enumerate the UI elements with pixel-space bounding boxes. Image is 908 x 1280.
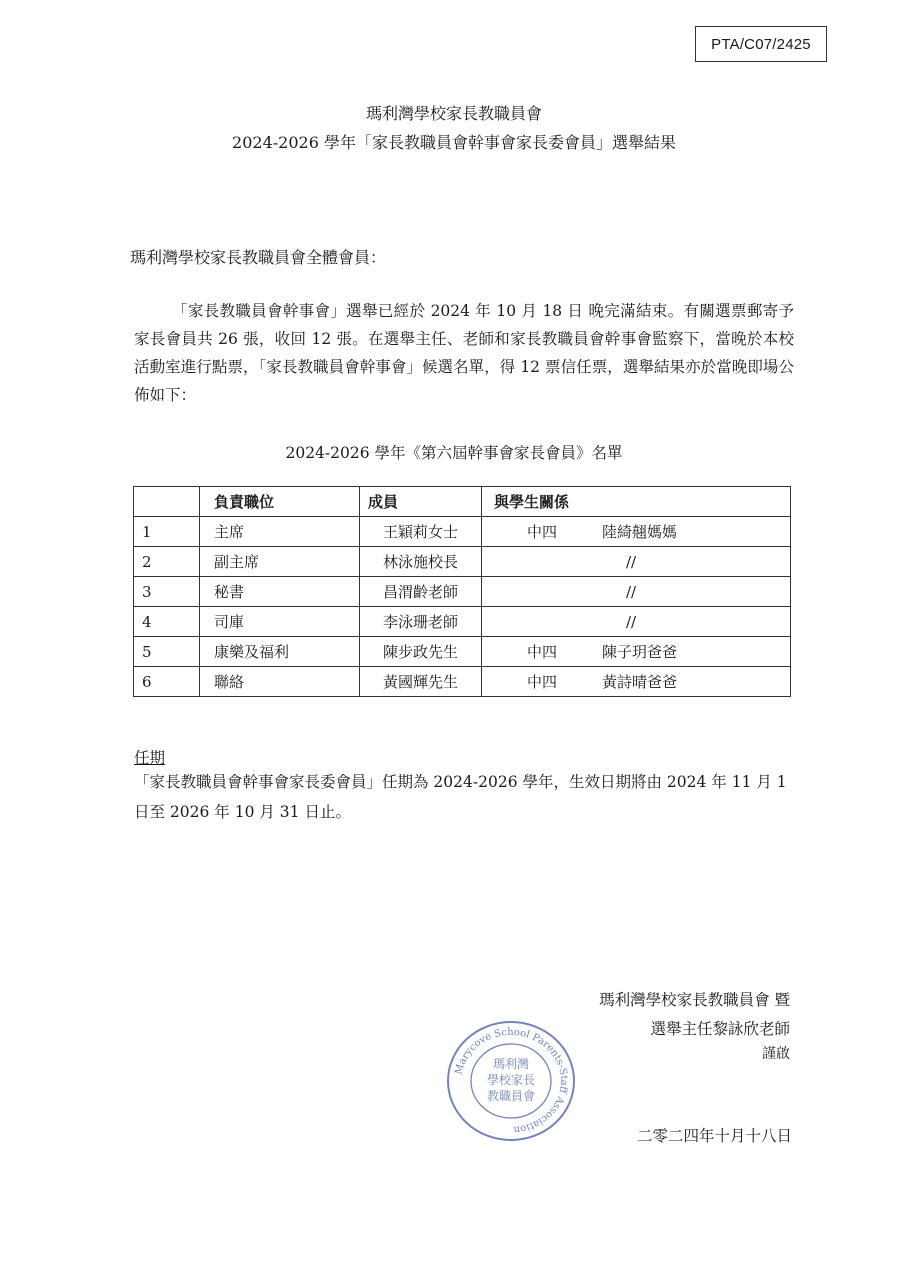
relation-parent: 陸綺翹媽媽 — [602, 523, 678, 541]
row-position: 副主席 — [200, 547, 360, 577]
ditto-mark: // — [625, 552, 637, 571]
header-member: 成員 — [360, 487, 482, 517]
row-number: 5 — [134, 637, 200, 667]
table-row — [134, 517, 791, 547]
term-heading: 任期 — [134, 749, 166, 767]
table-row — [134, 637, 791, 667]
header-position: 負責職位 — [200, 487, 360, 517]
relation-parent: 黃詩晴爸爸 — [602, 673, 678, 691]
seal-inner-line: 教職員會 — [486, 1089, 536, 1103]
row-number: 2 — [134, 547, 200, 577]
row-position: 秘書 — [200, 577, 360, 607]
list-title: 2024-2026 學年《第六屆幹事會家長會員》名單 — [285, 444, 623, 462]
row-number: 6 — [134, 667, 200, 697]
body-paragraph: 「家長教職員會幹事會」選舉已經於 2024 年 10 月 18 日 晚完滿結束。有關選票郵寄予家長會員共 26 張，收回 12 張。在選舉主任、老師和家長教職員會幹事會監察下，當晚於本校活動室進行點票，「家長教職員會幹事會」候選名單，得 12 票信任票，選舉結果亦於當晚即場公佈如下： — [134, 302, 794, 404]
signature-org: 瑪利灣學校家長教職員會 暨 — [599, 991, 790, 1009]
row-number: 1 — [134, 517, 200, 547]
relation-grade: 中四 — [526, 523, 557, 541]
row-member: 陳步政先生 — [360, 637, 482, 667]
row-relation — [482, 577, 791, 607]
signature-officer: 選舉主任黎詠欣老師 — [650, 1020, 790, 1038]
relation-grade: 中四 — [526, 673, 557, 691]
document-title: 2024-2026 學年「家長教職員會幹事會家長委會員」選舉結果 — [232, 133, 676, 152]
row-relation — [482, 637, 791, 667]
row-number: 3 — [134, 577, 200, 607]
association-seal-stamp — [444, 1018, 578, 1144]
row-member: 黃國輝先生 — [360, 667, 482, 697]
row-position: 主席 — [200, 517, 360, 547]
row-position: 聯絡 — [200, 667, 360, 697]
row-member: 李泳珊老師 — [360, 607, 482, 637]
row-relation — [482, 517, 791, 547]
table-row — [134, 667, 791, 697]
ditto-mark: // — [625, 612, 637, 631]
salutation: 瑪利灣學校家長教職員會全體會員： — [130, 248, 387, 267]
row-number: 4 — [134, 607, 200, 637]
seal-inner-line: 學校家長 — [486, 1073, 536, 1087]
table-row — [134, 577, 791, 607]
row-member: 王穎莉女士 — [360, 517, 482, 547]
table-row — [134, 607, 791, 637]
header-no — [134, 487, 200, 517]
row-member: 林泳施校長 — [360, 547, 482, 577]
seal-ring-text: Marycove School Parents-Staff Association — [453, 1026, 570, 1136]
ditto-mark: // — [625, 582, 637, 601]
table-row — [134, 547, 791, 577]
signature-closing: 謹啟 — [762, 1046, 790, 1062]
row-member: 昌渭齡老師 — [360, 577, 482, 607]
seal-inner-line: 瑪利灣 — [492, 1057, 530, 1071]
row-position: 康樂及福利 — [200, 637, 360, 667]
relation-grade: 中四 — [526, 643, 557, 661]
row-position: 司庫 — [200, 607, 360, 637]
org-title: 瑪利灣學校家長教職員會 — [365, 104, 542, 123]
term-text: 「家長教職員會幹事會家長委會員」任期為 2024-2026 學年，生效日期將由 2024 年 11 月 1 日至 2026 年 10 月 31 日止。 — [134, 773, 787, 821]
relation-parent: 陳子玥爸爸 — [602, 643, 678, 661]
committee-table — [133, 486, 791, 697]
reference-number: PTA/C07/2425 — [695, 26, 827, 62]
row-relation — [482, 667, 791, 697]
row-relation — [482, 607, 791, 637]
row-relation — [482, 547, 791, 577]
document-date: 二零二四年十月十八日 — [636, 1127, 792, 1145]
header-relation: 與學生關係 — [482, 487, 791, 517]
table-header-row — [134, 487, 791, 517]
